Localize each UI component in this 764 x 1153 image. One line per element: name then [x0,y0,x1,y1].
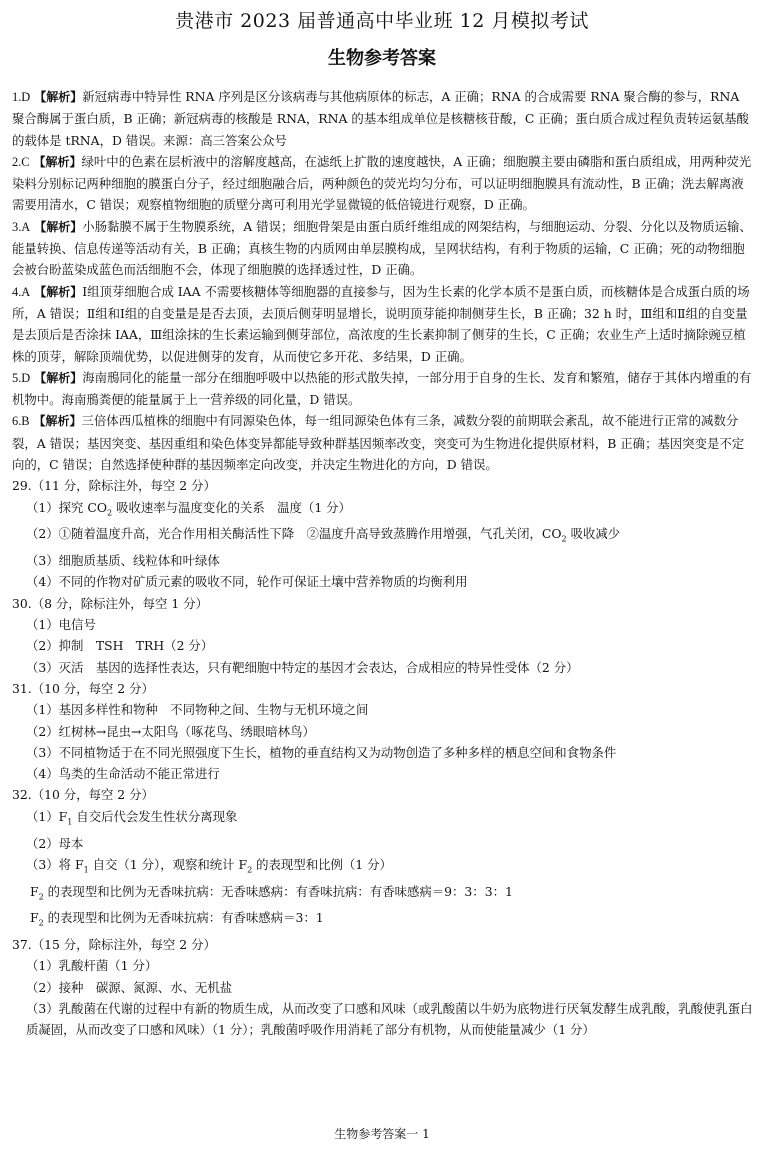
exam-title: 贵港市 2023 届普通高中毕业班 12 月模拟考试 [175,10,589,32]
text: （1）F [26,808,68,824]
q31-header: 31.（10 分，每空 2 分） [12,680,154,696]
q29-part3: （3）细胞质基质、线粒体和叶绿体 [26,553,220,569]
subscript: 1 [67,817,73,827]
page-footer: 生物参考答案一 1 [334,1127,430,1141]
q31-part4: （4）鸟类的生命活动不能正常进行 [26,766,220,782]
subscript: 2 [247,865,253,875]
choice-answer-1 [12,86,754,151]
q30-part3: （3）灭活 基因的选择性表达，只有靶细胞中特定的基因才会表达，合成相应的特异性受体（2 分） [26,659,579,675]
q32-result1 [12,881,754,908]
analysis-text: Ⅰ组顶芽细胞合成 IAA 不需要核糖体等细胞器的直接参与，因为生长素的化学本质不是蛋白质，而核糖体是合成蛋白质的场所，A 错误；Ⅱ组和Ⅰ组的自变量是是否去顶，去顶后侧芽明显增长，说明顶芽能抑制侧芽生长，B 正确；32 h 时，Ⅲ组和Ⅱ组的自变量是去顶后是否涂抹 IAA，Ⅲ组涂抹的生长素运输到侧芽部位，高浓度的生长素抑制了侧芽的生长，C 正确；农业生产上适时摘除豌豆植株的顶芽，解除顶端优势，以促进侧芽的发育，从而使它多开花、多结果，D 正确。 [12,283,750,364]
q32-header: 32.（10 分，每空 2 分） [12,787,154,803]
q32-result2 [12,907,754,934]
analysis-text: 三倍体西瓜植株的细胞中有同源染色体，每一组同源染色体有三条，减数分裂的前期联会紊乱，故不能进行正常的减数分裂，A 错误；基因突变、基因重组和染色体变异都能导致种群基因频率改变，突变可为生物进化提供原材料，B 正确；基因突变是不定向的，C 错误；自然选择使种群的基因频率定向改变，并决定生物进化的方向，D 错误。 [12,413,745,473]
q29-header: 29.（11 分，除标注外，每空 2 分） [12,478,216,494]
q32-part3 [12,854,754,881]
text: 吸收减少 [566,526,621,542]
choice-answer-3 [12,216,754,281]
subscript: 2 [38,918,44,928]
question-number: 6.B [12,414,30,429]
analysis-tag: 【解析】 [34,90,83,104]
q29-part2 [12,523,754,550]
text: 自交（1 分），观察和统计 F [88,856,248,872]
q30-header: 30.（8 分，除标注外，每空 1 分） [12,595,208,611]
text: 的表现型和比例为无香味抗病：无香味感病：有香味抗病：有香味感病＝9：3：3：1 [43,883,513,899]
choice-answer-4 [12,281,754,367]
subscript: 2 [107,508,113,518]
q30-part2: （2）抑制 TSH TRH（2 分） [26,638,214,654]
q37-part3: （3）乳酸菌在代谢的过程中有新的物质生成，从而改变了口感和风味（或乳酸菌以牛奶为底物进行厌氧发酵生成乳酸，乳酸使乳蛋白质凝固，从而改变了口感和风味）（1 分）；乳酸菌呼吸作用消耗了部分有机物，从而使能量减少（1 分） [26,1000,753,1038]
text: （2）①随着温度升高，光合作用相关酶活性下降 ②温度升高导致蒸腾作用增强，气孔关闭，CO [26,526,562,542]
choice-answer-2 [12,151,754,216]
question-number: 5.D [12,370,31,385]
text: （3）将 F [26,856,84,872]
subject-title: 生物参考答案 [328,48,436,69]
q31-part1: （1）基因多样性和物种 不同物种之间、生物与无机环境之间 [26,702,369,718]
text: 的表现型和比例（1 分） [252,856,392,872]
analysis-tag: 【解析】 [33,154,82,169]
q31-part2: （2）红树林→昆虫→太阳鸟（啄花鸟、绣眼暗林鸟） [26,723,315,739]
question-number: 2.C [12,154,30,169]
subscript: 1 [83,865,89,875]
q32-part2: （2）母本 [26,835,84,851]
question-number: 4.A [12,284,31,299]
text: 吸收速率与温度变化的关系 温度（1 分） [112,499,351,515]
q32-part1 [12,806,754,833]
subscript: 2 [38,892,44,902]
q29-part4: （4）不同的作物对矿质元素的吸收不同，轮作可保证土壤中营养物质的均衡利用 [26,574,468,590]
analysis-text: 绿叶中的色素在层析液中的溶解度越高，在滤纸上扩散的速度越快，A 正确；细胞膜主要由磷脂和蛋白质组成，用两种荧光染料分别标记两种细胞的膜蛋白分子，经过细胞融合后，两种颜色的荧光均匀分布，可以证明细胞膜具有流动性，B 正确；洗去解离液需要用清水，C 错误；观察植物细胞的质壁分离可利用光学显微镜的低倍镜进行观察，D 正确。 [12,153,752,213]
q37-part2: （2）接种 碳源、氮源、水、无机盐 [26,979,233,995]
text: 自交后代会发生性状分离现象 [72,808,238,824]
q37-part1: （1）乳酸杆菌（1 分） [26,958,158,974]
text: 的表现型和比例为无香味抗病：有香味感病＝3：1 [43,910,324,926]
analysis-text: 小肠黏膜不属于生物膜系统，A 错误；细胞骨架是由蛋白质纤维组成的网架结构，与细胞运动、分裂、分化以及物质运输、能量转换、信息传递等活动有关，B 正确；真核生物的内质网由单层膜构成，呈网状结构，有利于物质的运输，C 正确；死的动物细胞会被台盼蓝染成蓝色而活细胞不会，体现了细胞膜的选择透过性，D 正确。 [12,218,752,278]
q30-part1: （1）电信号 [26,617,96,633]
analysis-tag: 【解析】 [34,219,83,234]
question-number: 1.D [12,90,31,104]
subscript: 2 [561,534,567,544]
q37-header: 37.（15 分，除标注外，每空 2 分） [12,937,216,953]
q29-part1 [12,497,754,524]
choice-answer-6 [12,410,754,475]
analysis-text: 海南鳽同化的能量一部分在细胞呼吸中以热能的形式散失掉，一部分用于自身的生长、发育和繁殖，储存于其体内增重的有机物中。海南鳽粪便的能量属于上一营养级的同化量，D 错误。 [12,369,752,408]
analysis-tag: 【解析】 [33,414,82,429]
text: （1）探究 CO [26,499,108,515]
text: F [30,883,39,899]
analysis-tag: 【解析】 [34,370,83,385]
analysis-text: 新冠病毒中特异性 RNA 序列是区分该病毒与其他病原体的标志，A 正确；RNA 的合成需要 RNA 聚合酶的参与，RNA 聚合酶属于蛋白质，B 正确；新冠病毒的核酸是 RNA，RNA 的基本组成单位是核糖核苷酸，C 正确；蛋白质合成过程负责转运氨基酸的载体是 tRNA，D 错误。来源：高三答案公众号 [12,89,749,148]
q31-part3: （3）不同植物适于在不同光照强度下生长，植物的垂直结构又为动物创造了多种多样的栖息空间和食物条件 [26,744,617,760]
text: F [30,910,39,926]
analysis-tag: 【解析】 [34,284,83,299]
choice-answer-5 [12,367,754,411]
answer-content [12,86,754,1041]
question-number: 3.A [12,219,31,234]
